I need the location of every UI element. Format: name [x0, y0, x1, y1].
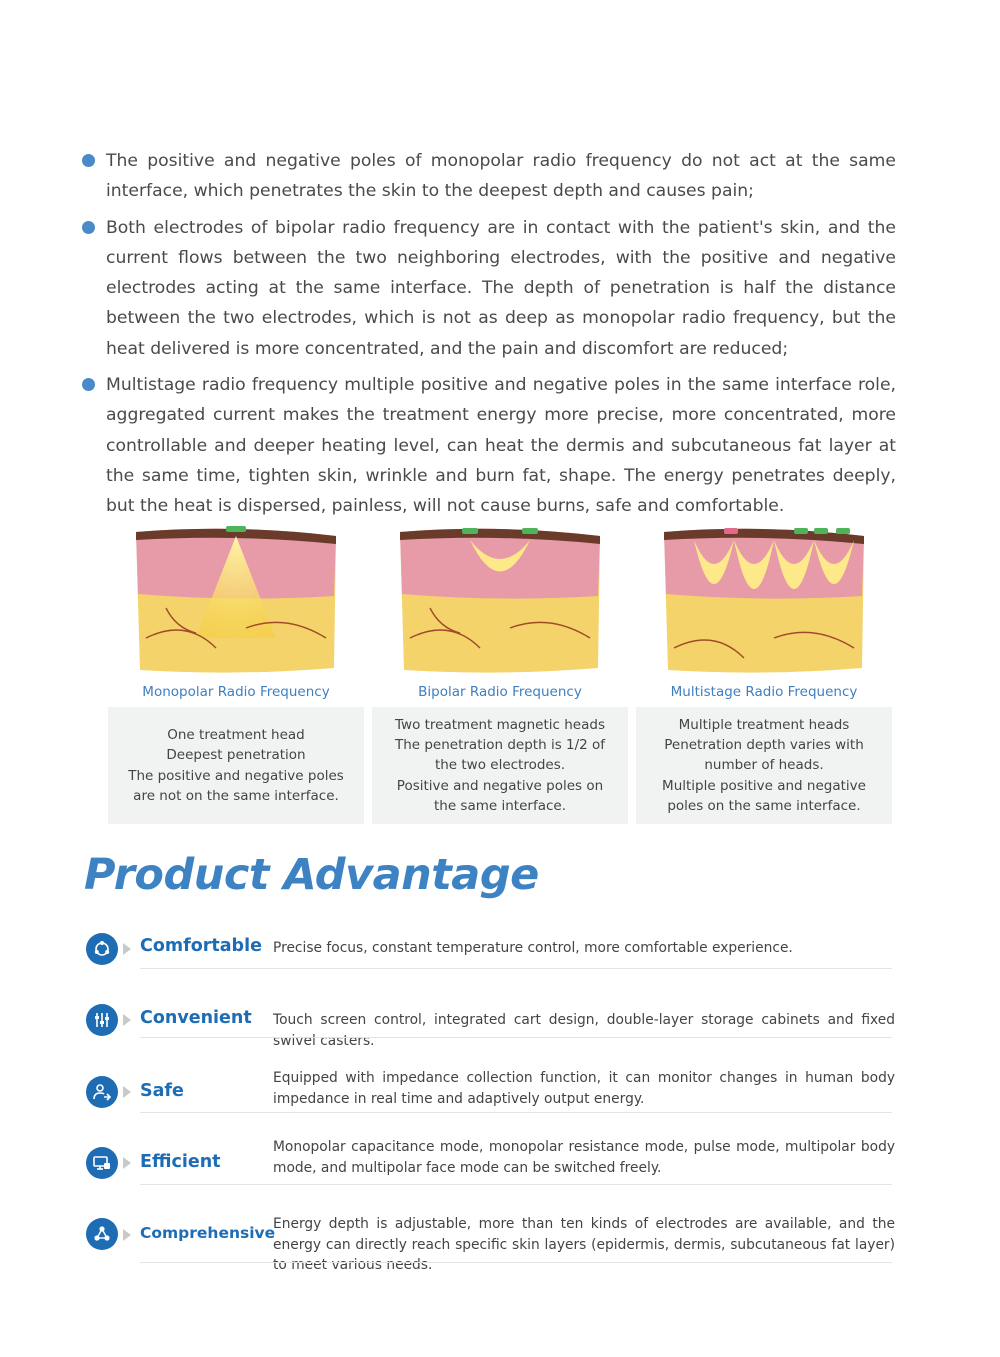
desc-line: Multiple treatment heads [678, 716, 850, 733]
multistage-skin-diagram [654, 518, 874, 678]
arrow-right-icon [123, 1086, 131, 1098]
figure-multistage [636, 518, 892, 702]
advantage-description: Precise focus, constant temperature control, more comfortable experience. [273, 940, 793, 956]
advantage-description: Touch screen control, integrated cart design, double-layer storage cabinets and fixed swivel casters. [273, 1012, 895, 1049]
desc-line: The positive and negative poles are not on the same interface. [128, 767, 344, 804]
divider [140, 1262, 892, 1263]
bullet-dot-icon [82, 154, 95, 167]
advantage-row [86, 1214, 896, 1273]
bullet-item [80, 213, 896, 364]
monopolar-skin-diagram [126, 518, 346, 678]
bullet-item [80, 370, 896, 521]
bullet-text: Both electrodes of bipolar radio frequency are in contact with the patient's skin, and the current flows between the two neighboring electrodes, with the positive and negative electrodes acting at the same interface. The depth of penetration is half the distance between the two electrodes, which is not as deep as monopolar radio frequency, but the heat delivered is more concentrated, and the pain and discomfort are reduced; [106, 217, 896, 359]
figure-title: Multistage Radio Frequency [670, 684, 858, 700]
section-title: Product Advantage [84, 850, 539, 900]
figure-description [372, 715, 628, 816]
advantage-label: Efficient [140, 1152, 221, 1172]
monitor-icon [86, 1147, 118, 1179]
sliders-icon [86, 1004, 118, 1036]
figure-description-box [636, 707, 892, 824]
figure-description-box [372, 707, 628, 824]
desc-line: Multiple positive and negative poles on the same interface. [662, 777, 866, 814]
arrow-right-icon [123, 943, 131, 955]
figure-description [108, 725, 364, 806]
bullet-dot-icon [82, 221, 95, 234]
advantage-description: Monopolar capacitance mode, monopolar resistance mode, pulse mode, multipolar body mode, and multipolar face mode can be switched freely. [273, 1139, 895, 1176]
advantage-label: Convenient [140, 1008, 252, 1028]
arrow-right-icon [123, 1014, 131, 1026]
cycle-icon [86, 933, 118, 965]
advantage-row [86, 1068, 896, 1118]
bullet-text: The positive and negative poles of monopolar radio frequency do not act at the same interface, which penetrates the skin to the deepest depth and causes pain; [106, 151, 896, 202]
figure-title: Monopolar Radio Frequency [142, 684, 330, 700]
bullet-dot-icon [82, 378, 95, 391]
divider [140, 1112, 892, 1113]
divider [140, 1037, 892, 1038]
advantage-row [86, 932, 896, 972]
divider [140, 968, 892, 969]
desc-line: Two treatment magnetic heads [395, 716, 605, 733]
advantage-description: Equipped with impedance collection function, it can monitor changes in human body impedance in real time and adaptively output energy. [273, 1070, 895, 1107]
figure-title: Bipolar Radio Frequency [418, 684, 582, 700]
rf-comparison-figures [108, 518, 892, 824]
divider [140, 1184, 892, 1185]
figure-monopolar [108, 518, 364, 702]
advantage-label: Comfortable [140, 936, 262, 956]
desc-line: One treatment head [167, 726, 305, 743]
advantage-row [86, 1003, 896, 1049]
arrow-right-icon [123, 1229, 131, 1241]
advantage-label: Safe [140, 1081, 184, 1101]
figure-description [636, 715, 892, 816]
bullet-item [80, 146, 896, 207]
desc-line: Deepest penetration [166, 747, 306, 764]
figure-bipolar [372, 518, 628, 702]
advantage-label: Comprehensive [140, 1224, 276, 1242]
desc-line: The penetration depth is 1/2 of the two electrodes. [394, 737, 606, 774]
figure-description-box [108, 707, 364, 824]
desc-line: Penetration depth varies with number of heads. [664, 737, 864, 774]
advantage-description: Energy depth is adjustable, more than ten kinds of electrodes are available, and the energy can directly reach specific skin layers (epidermis, dermis, subcutaneous fat layer) to meet various needs. [273, 1216, 895, 1273]
desc-line: Positive and negative poles on the same interface. [396, 777, 604, 814]
bullet-list [80, 146, 896, 528]
arrow-right-icon [123, 1157, 131, 1169]
bipolar-skin-diagram [390, 518, 610, 678]
network-icon [86, 1218, 118, 1250]
user-shield-icon [86, 1076, 118, 1108]
bullet-text: Multistage radio frequency multiple positive and negative poles in the same interface role, aggregated current makes the treatment energy more precise, more concentrated, more controllable and deeper heating level, can heat the dermis and subcutaneous fat layer at the same time, tighten skin, wrinkle and burn fat, shape. The energy penetrates deeply, but the heat is dispersed, painless, will not cause burns, safe and comfortable. [106, 375, 896, 517]
advantage-row [86, 1137, 896, 1187]
